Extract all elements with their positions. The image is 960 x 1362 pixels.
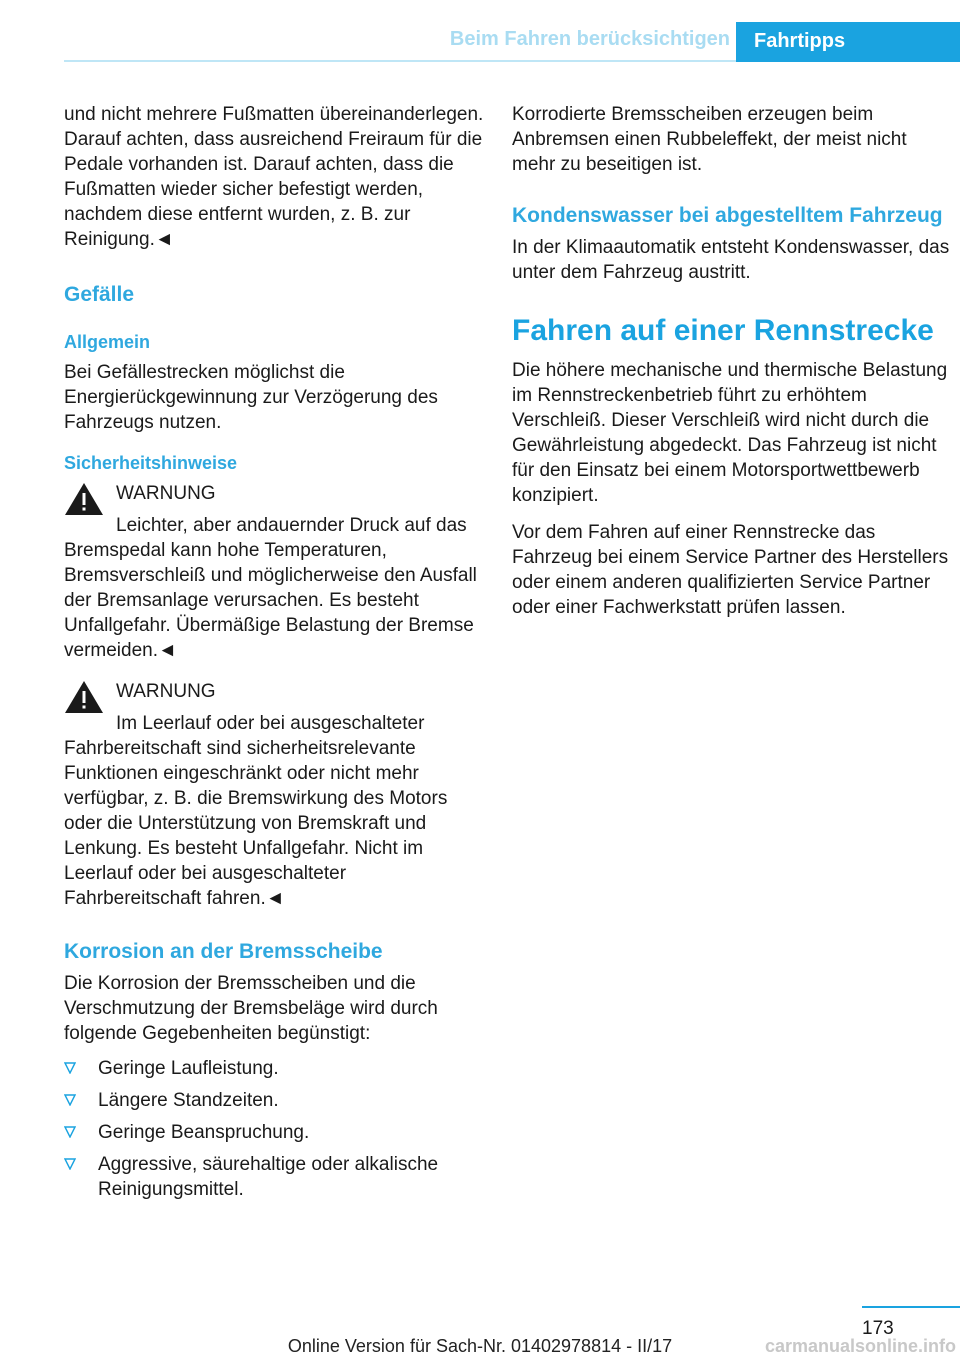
- rennstrecke-heading: Fahren auf einer Rennstrecke: [512, 314, 934, 347]
- footer-rule: [862, 1306, 960, 1308]
- list-item-text: Geringe Laufleistung.: [98, 1058, 279, 1079]
- warning-box: [64, 481, 484, 663]
- list-item: [64, 1088, 484, 1113]
- header-chapter-tab: [736, 22, 960, 62]
- kondenswasser-paragraph: In der Klimaautomatik entsteht Kondenswasser, das unter dem Fahrzeug austritt.: [512, 237, 950, 283]
- online-version-note: Online Version für Sach-Nr. 01402978814 - II/17: [287, 1336, 673, 1356]
- warning-title: WARNUNG: [116, 681, 216, 702]
- sicherheitshinweise-heading: Sicherheitshinweise: [64, 453, 238, 473]
- triangle-bullet-icon: [64, 1094, 76, 1106]
- right-column: [512, 102, 952, 632]
- korrosion-paragraph: Die Korrosion der Bremsscheiben und die Verschmutzung der Bremsbeläge wird durch folgende Gegebenheiten begünstigt:: [64, 973, 438, 1044]
- rennstrecke-paragraph: Vor dem Fahren auf einer Rennstrecke das Fahrzeug bei einem Service Partner des Herstellers oder einem anderen qualifizierten Service Partner oder einer Fachwerkstatt prüfen lassen.: [512, 522, 949, 618]
- page-number: 173: [862, 1318, 894, 1339]
- watermark: carmanualsonline.info: [764, 1336, 956, 1356]
- list-item: [64, 1056, 484, 1081]
- korrosion-heading: Korrosion an der Bremsscheibe: [64, 940, 383, 963]
- warning-triangle-icon: [64, 679, 104, 715]
- warning-triangle-icon: [64, 481, 104, 517]
- gefaelle-heading: Gefälle: [64, 283, 135, 306]
- list-item: [64, 1152, 484, 1202]
- header-section-title: Beim Fahren berücksichtigen: [449, 28, 730, 50]
- triangle-bullet-icon: [64, 1158, 76, 1170]
- list-item-text: Geringe Beanspruchung.: [98, 1122, 310, 1143]
- rennstrecke-paragraph: Die höhere mechanische und thermische Belastung im Rennstreckenbetrieb führt zu erhöhtem Verschleiß. Dieser Verschleiß wird nicht durch die Gewährleistung abgedeckt. Das Fahrzeug ist nicht für den Einsatz bei einem Motorsportwettbewerb konzipiert.: [512, 360, 948, 506]
- warning-text: Im Leerlauf oder bei ausgeschalteter Fahrbereitschaft sind sicherheitsrelevante Funktionen eingeschränkt oder nicht mehr verfügbar, z. B. die Bremswirkung des Motors oder die Unterstützung von Bremskraft und Lenkung. Es besteht Unfallgefahr. Nicht im Leerlauf oder bei ausgeschalteter Fahrbereitschaft fahren.◄: [64, 713, 448, 909]
- korrosion-list: [64, 1056, 484, 1202]
- header-chapter-label: Fahrtipps: [754, 30, 846, 52]
- allgemein-paragraph: Bei Gefällestrecken möglichst die Energierückgewinnung zur Verzögerung des Fahrzeugs nutzen.: [64, 362, 438, 433]
- warning-box: [64, 679, 484, 911]
- allgemein-heading: Allgemein: [64, 332, 151, 352]
- warning-text: Leichter, aber andauernder Druck auf das Bremspedal kann hohe Temperaturen, Bremsverschleiß und möglicherweise den Ausfall der Bremsanlage verursachen. Es besteht Unfallgefahr. Übermäßige Belastung der Bremse vermeiden.◄: [64, 515, 477, 661]
- kondenswasser-heading: Kondenswasser bei abgestelltem Fahrzeug: [512, 204, 943, 227]
- left-column: [64, 102, 484, 1209]
- list-item-text: Aggressive, säurehaltige oder alkalische Reinigungsmittel.: [98, 1154, 439, 1200]
- list-item-text: Längere Standzeiten.: [98, 1090, 279, 1111]
- triangle-bullet-icon: [64, 1062, 76, 1074]
- list-item: [64, 1120, 484, 1145]
- triangle-bullet-icon: [64, 1126, 76, 1138]
- intro-paragraph: und nicht mehrere Fußmatten übereinanderlegen. Darauf achten, dass ausreichend Freiraum für die Pedale vorhanden ist. Darauf achten, dass die Fußmatten wieder sicher befestigt werden, nachdem diese entfernt wurden, z. B. zur Reinigung.◄: [64, 104, 484, 250]
- korrosion-continuation-paragraph: Korrodierte Bremsscheiben erzeugen beim Anbremsen einen Rubbeleffekt, der meist nicht mehr zu beseitigen ist.: [512, 104, 907, 175]
- warning-title: WARNUNG: [116, 483, 216, 504]
